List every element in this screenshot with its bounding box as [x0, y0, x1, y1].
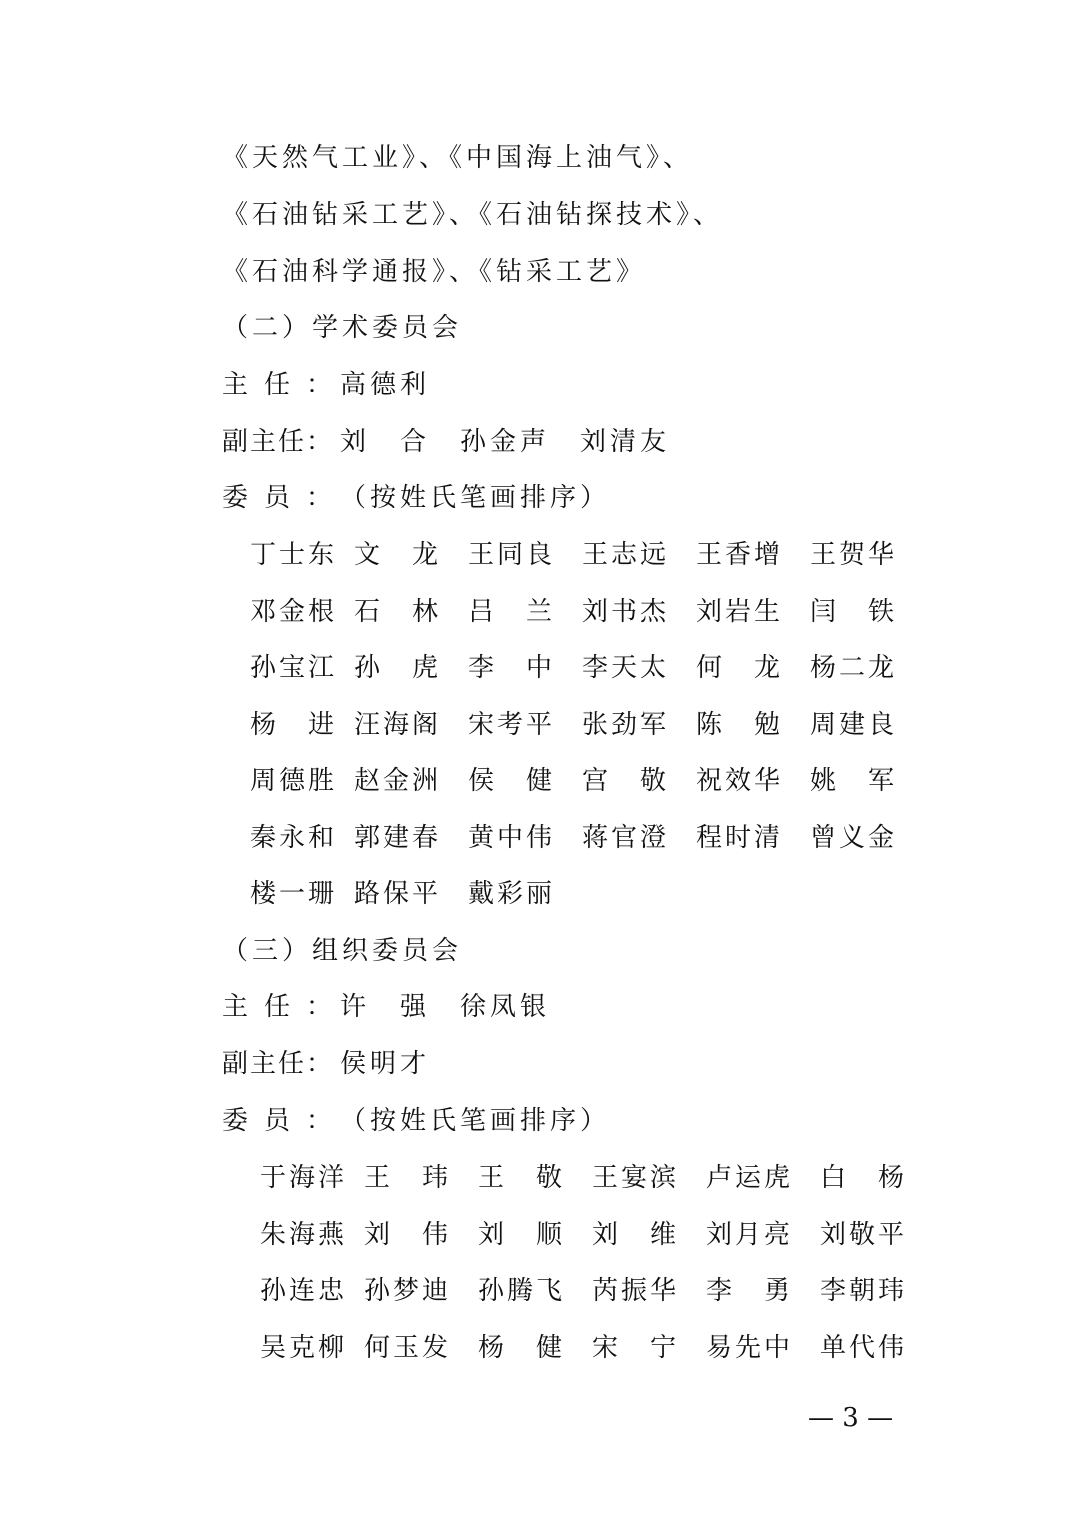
member-name: 吕 兰: [468, 596, 552, 627]
member-name: 刘 伟: [364, 1219, 448, 1250]
journal-line-1: 《天然气工业》、《中国海上油气》、: [222, 143, 694, 173]
member-name: 白 杨: [820, 1163, 904, 1193]
member-name: 蒋 官 澄: [582, 822, 666, 853]
member-name: 闫 铁: [810, 596, 894, 627]
member-name: 刘 岩 生: [696, 596, 780, 627]
member-name: 李 朝 玮: [820, 1276, 904, 1306]
member-name: 孙 虎: [354, 653, 438, 683]
member-name: 杨 健: [478, 1332, 562, 1363]
member-name: 侯 健: [468, 766, 552, 796]
member-name: 王 宴 滨: [592, 1163, 676, 1193]
member-name: 周 建 良: [810, 709, 894, 740]
academic-members-label: 委 员 ：: [222, 483, 332, 513]
member-name: 王 志 远: [582, 540, 666, 570]
member-name: 芮 振 华: [592, 1276, 676, 1306]
academic-deputy-label: 副 主 任 ：: [222, 427, 332, 457]
academic-director-value: 高德利: [340, 370, 431, 400]
member-name: 李 天 太: [582, 653, 666, 683]
member-name: 易 先 中: [706, 1332, 790, 1363]
member-name: 宋 考 平: [468, 709, 552, 740]
member-name: 王 敬: [478, 1163, 562, 1193]
member-name: 吴 克 柳: [260, 1332, 344, 1363]
member-name: 卢 运 虎: [706, 1163, 790, 1193]
member-name: 何 龙: [696, 653, 780, 683]
member-name: 赵 金 洲: [354, 766, 438, 796]
organization-deputy-label: 副 主 任 ：: [222, 1049, 332, 1079]
member-name: 郭 建 春: [354, 822, 438, 853]
academic-director-label: 主 任 ：: [222, 370, 332, 400]
member-name: 孙 腾 飞: [478, 1276, 562, 1306]
member-name: 宫 敬: [582, 766, 666, 796]
member-name: 何 玉 发: [364, 1332, 448, 1363]
member-name: 王 玮: [364, 1163, 448, 1193]
member-name: 丁 士 东: [250, 540, 334, 570]
member-name: 王 同 良: [468, 540, 552, 570]
member-name: 路 保 平: [354, 879, 438, 909]
academic-deputy-value: 刘 合 孙金声 刘清友: [340, 427, 671, 457]
member-name: 刘 顺: [478, 1219, 562, 1250]
member-name: 朱 海 燕: [260, 1219, 344, 1250]
member-name: 李 勇: [706, 1276, 790, 1306]
organization-deputy-value: 侯明才: [340, 1049, 431, 1079]
organization-members-label: 委 员 ：: [222, 1106, 332, 1136]
member-name: 刘 敬 平: [820, 1219, 904, 1250]
member-name: 孙 梦 迪: [364, 1276, 448, 1306]
organization-director-value: 许 强 徐凤银: [340, 992, 551, 1022]
page-number: — 3 —: [808, 1403, 894, 1433]
member-name: 周 德 胜: [250, 766, 334, 796]
academic-committee-heading: （二）学术委员会: [222, 313, 463, 343]
member-name: 程 时 清: [696, 822, 780, 853]
academic-members-note: （按姓氏笔画排序）: [340, 483, 611, 513]
member-name: 孙 连 忠: [260, 1276, 344, 1306]
member-name: 楼 一 珊: [250, 879, 334, 909]
member-name: 陈 勉: [696, 709, 780, 740]
member-name: 刘 维: [592, 1219, 676, 1250]
member-name: 石 林: [354, 596, 438, 627]
member-name: 姚 军: [810, 766, 894, 796]
member-name: 单 代 伟: [820, 1332, 904, 1363]
member-name: 文 龙: [354, 540, 438, 570]
member-name: 孙 宝 江: [250, 653, 334, 683]
member-name: 王 贺 华: [810, 540, 894, 570]
member-name: 于 海 洋: [260, 1163, 344, 1193]
member-name: 祝 效 华: [696, 766, 780, 796]
journal-line-3: 《石油科学通报》、《钻采工艺》: [222, 257, 647, 287]
member-name: 邓 金 根: [250, 596, 334, 627]
member-name: 李 中: [468, 653, 552, 683]
member-name: 秦 永 和: [250, 822, 334, 853]
member-name: 曾 义 金: [810, 822, 894, 853]
member-name: 刘 书 杰: [582, 596, 666, 627]
member-name: 杨 进: [250, 709, 334, 740]
member-name: 杨 二 龙: [810, 653, 894, 683]
journal-line-2: 《石油钻采工艺》、《石油钻探技术》、: [222, 200, 724, 230]
member-name: 王 香 增: [696, 540, 780, 570]
member-name: 戴 彩 丽: [468, 879, 552, 909]
organization-members-note: （按姓氏笔画排序）: [340, 1106, 611, 1136]
member-name: 黄 中 伟: [468, 822, 552, 853]
organization-committee-heading: （三）组织委员会: [222, 936, 463, 966]
member-name: 张 劲 军: [582, 709, 666, 740]
organization-director-label: 主 任 ：: [222, 992, 332, 1022]
member-name: 宋 宁: [592, 1332, 676, 1363]
member-name: 汪 海 阁: [354, 709, 438, 740]
member-name: 刘 月 亮: [706, 1219, 790, 1250]
